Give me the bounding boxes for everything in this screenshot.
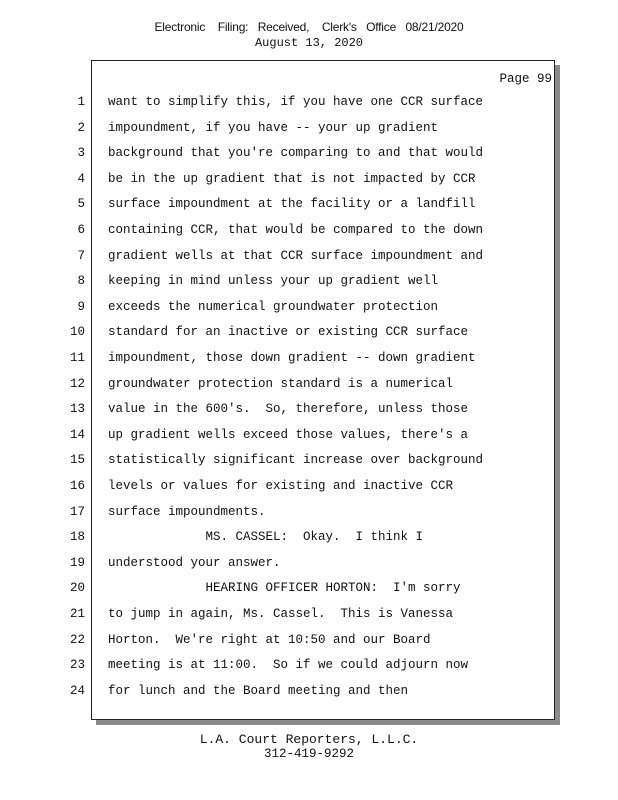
transcript-line xyxy=(0,220,560,240)
filing-stamp: Electronic Filing: Received, Clerk's Office 08/21/2020 xyxy=(154,20,464,34)
line-text: impoundment, if you have -- your up gradient xyxy=(108,120,439,135)
line-text: surface impoundment at the facility or a landfill xyxy=(108,197,476,212)
transcript-line xyxy=(0,502,560,522)
line-text: to jump in again, Ms. Cassel. This is Vanessa xyxy=(108,607,454,621)
line-text: MS. CASSEL: Okay. I think I xyxy=(108,530,424,545)
line-number: 6 xyxy=(77,223,85,237)
transcript-line xyxy=(0,476,560,496)
transcript-line xyxy=(0,118,560,138)
transcript-line xyxy=(0,578,560,598)
transcript-line xyxy=(0,425,560,445)
line-text: levels or values for existing and inactive CCR xyxy=(108,479,454,493)
line-number: 16 xyxy=(69,479,85,493)
line-text: exceeds the numerical groundwater protection xyxy=(108,299,439,314)
transcript-line xyxy=(0,604,560,624)
line-text: HEARING OFFICER HORTON: I'm sorry xyxy=(108,581,461,596)
line-number: 19 xyxy=(69,555,85,570)
line-number: 12 xyxy=(69,376,85,391)
line-text: up gradient wells exceed those values, there's a xyxy=(108,427,469,442)
transcript-line xyxy=(0,143,560,163)
line-number: 9 xyxy=(77,299,85,314)
hearing-date: August 13, 2020 xyxy=(254,36,364,50)
line-text: value in the 600's. So, therefore, unless those xyxy=(108,402,469,417)
line-text: meeting is at 11:00. So if we could adjourn now xyxy=(108,658,469,673)
line-number: 18 xyxy=(69,530,85,545)
line-text: want to simplify this, if you have one CCR surface xyxy=(108,95,484,109)
line-number: 14 xyxy=(69,427,85,442)
transcript-line xyxy=(0,246,560,266)
line-text: understood your answer. xyxy=(108,555,281,570)
line-text: surface impoundments. xyxy=(108,504,266,519)
transcript-line xyxy=(0,655,560,675)
page-number: Page 99 xyxy=(499,72,552,86)
line-number: 15 xyxy=(69,453,85,468)
transcript-line xyxy=(0,348,560,368)
line-number: 7 xyxy=(77,248,85,263)
transcript-line xyxy=(0,681,560,701)
line-number: 2 xyxy=(77,120,85,135)
transcript-line xyxy=(0,322,560,342)
line-text: keeping in mind unless your up gradient well xyxy=(108,274,439,289)
transcript-line xyxy=(0,399,560,419)
line-number: 3 xyxy=(77,146,85,161)
transcript-line xyxy=(0,374,560,394)
line-number: 20 xyxy=(69,581,85,596)
transcript-line xyxy=(0,297,560,317)
line-number: 17 xyxy=(69,504,85,519)
transcript-line xyxy=(0,553,560,573)
transcript-line xyxy=(0,169,560,189)
transcript-line xyxy=(0,194,560,214)
court-reporter-phone: 312-419-9292 xyxy=(263,747,354,761)
line-number: 1 xyxy=(77,95,85,109)
line-text: gradient wells at that CCR surface impoundment and xyxy=(108,248,484,263)
line-text: background that you're comparing to and that would xyxy=(108,146,484,161)
line-number: 5 xyxy=(77,197,85,212)
line-text: groundwater protection standard is a numerical xyxy=(108,376,454,391)
line-text: for lunch and the Board meeting and then xyxy=(108,683,409,698)
line-number: 11 xyxy=(69,351,85,365)
line-text: be in the up gradient that is not impacted by CCR xyxy=(108,171,476,186)
line-text: standard for an inactive or existing CCR surface xyxy=(108,325,469,340)
line-number: 23 xyxy=(69,658,85,673)
line-number: 22 xyxy=(69,632,85,647)
transcript-line xyxy=(0,630,560,650)
line-number: 10 xyxy=(69,325,85,340)
line-number: 4 xyxy=(77,171,85,186)
transcript-line xyxy=(0,271,560,291)
line-number: 8 xyxy=(77,274,85,289)
line-text: impoundment, those down gradient -- down gradient xyxy=(108,351,476,365)
line-number: 21 xyxy=(69,607,85,621)
line-text: containing CCR, that would be compared to the down xyxy=(108,223,484,237)
transcript-line xyxy=(0,527,560,547)
court-reporter-name: L.A. Court Reporters, L.L.C. xyxy=(199,732,419,747)
line-number: 13 xyxy=(69,402,85,417)
transcript-line xyxy=(0,92,560,112)
line-text: statistically significant increase over background xyxy=(108,453,484,468)
line-text: Horton. We're right at 10:50 and our Board xyxy=(108,632,431,647)
transcript-line xyxy=(0,450,560,470)
line-number: 24 xyxy=(69,683,85,698)
